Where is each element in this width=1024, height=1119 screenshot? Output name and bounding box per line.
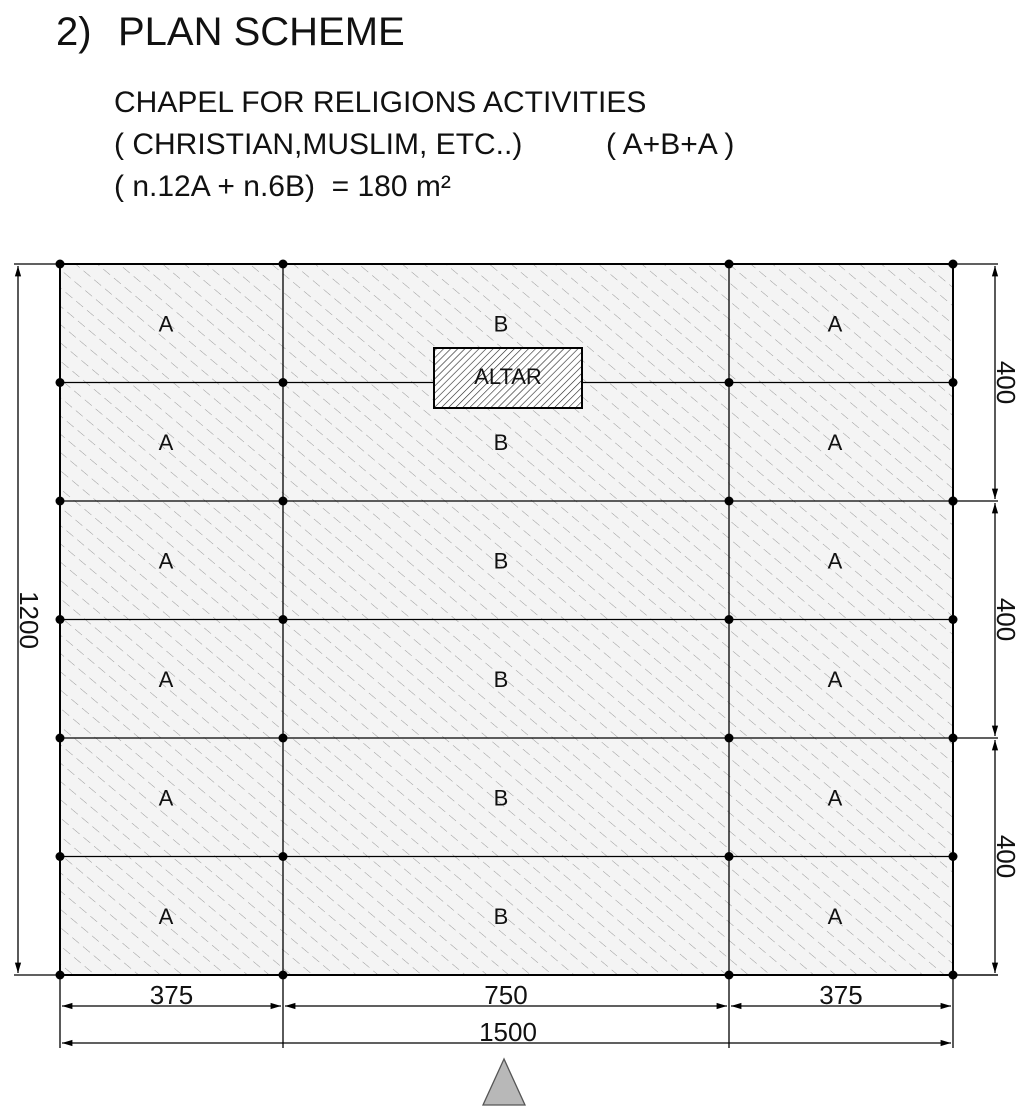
heading-title: PLAN SCHEME	[118, 10, 405, 54]
grid-node	[279, 497, 288, 506]
grid-node	[725, 497, 734, 506]
module-label-a: A	[827, 429, 843, 455]
dimension-column-width: 375	[149, 980, 194, 1010]
grid-node	[725, 615, 734, 624]
altar-label: ALTAR	[474, 364, 542, 389]
grid-node	[279, 852, 288, 861]
grid-node	[56, 260, 65, 269]
dimension-total-height: 1200	[14, 591, 44, 649]
module-label-b: B	[493, 429, 509, 455]
module-label-a: A	[827, 666, 843, 692]
grid-node	[279, 378, 288, 387]
module-label-a: A	[827, 311, 843, 337]
subtitle-line-2: ( CHRISTIAN,MUSLIM, ETC..)	[114, 128, 523, 161]
module-label-a: A	[158, 548, 174, 574]
module-label-b: B	[493, 548, 509, 574]
dimension-total-width: 1500	[479, 1017, 537, 1047]
module-label-a: A	[827, 548, 843, 574]
module-label-a: A	[158, 666, 174, 692]
module-label-b: B	[493, 666, 509, 692]
grid-node	[949, 852, 958, 861]
heading-number: 2)	[56, 10, 92, 54]
subtitle-line-1: CHAPEL FOR RELIGIONS ACTIVITIES	[114, 86, 647, 119]
grid-node	[56, 378, 65, 387]
module-label-b: B	[493, 903, 509, 929]
entrance-arrow-icon	[483, 1059, 525, 1105]
grid-node	[725, 260, 734, 269]
grid-node	[56, 734, 65, 743]
module-label-a: A	[158, 785, 174, 811]
grid-node	[279, 734, 288, 743]
module-label-a: A	[158, 311, 174, 337]
grid-node	[725, 852, 734, 861]
grid-node	[56, 497, 65, 506]
grid-node	[56, 615, 65, 624]
dimension-right-segment: 400	[991, 834, 1021, 879]
dimension-column-width: 375	[819, 980, 863, 1010]
module-label-b: B	[493, 311, 509, 337]
module-label-a: A	[827, 785, 843, 811]
dimension-right-segment: 400	[991, 597, 1021, 642]
subtitle-line-3: ( n.12A + n.6B) = 180 m²	[114, 170, 451, 203]
module-label-b: B	[493, 785, 509, 811]
dimension-column-width: 750	[484, 980, 528, 1010]
module-label-a: A	[158, 903, 174, 929]
module-label-a: A	[158, 429, 174, 455]
grid-node	[56, 852, 65, 861]
grid-node	[279, 260, 288, 269]
grid-node	[949, 378, 958, 387]
grid-node	[725, 378, 734, 387]
dimension-right-segment: 400	[991, 360, 1021, 405]
grid-node	[279, 615, 288, 624]
grid-node	[949, 260, 958, 269]
grid-node	[949, 615, 958, 624]
subtitle-line-2-formula: ( A+B+A )	[606, 128, 735, 161]
module-label-a: A	[827, 903, 843, 929]
grid-node	[725, 734, 734, 743]
